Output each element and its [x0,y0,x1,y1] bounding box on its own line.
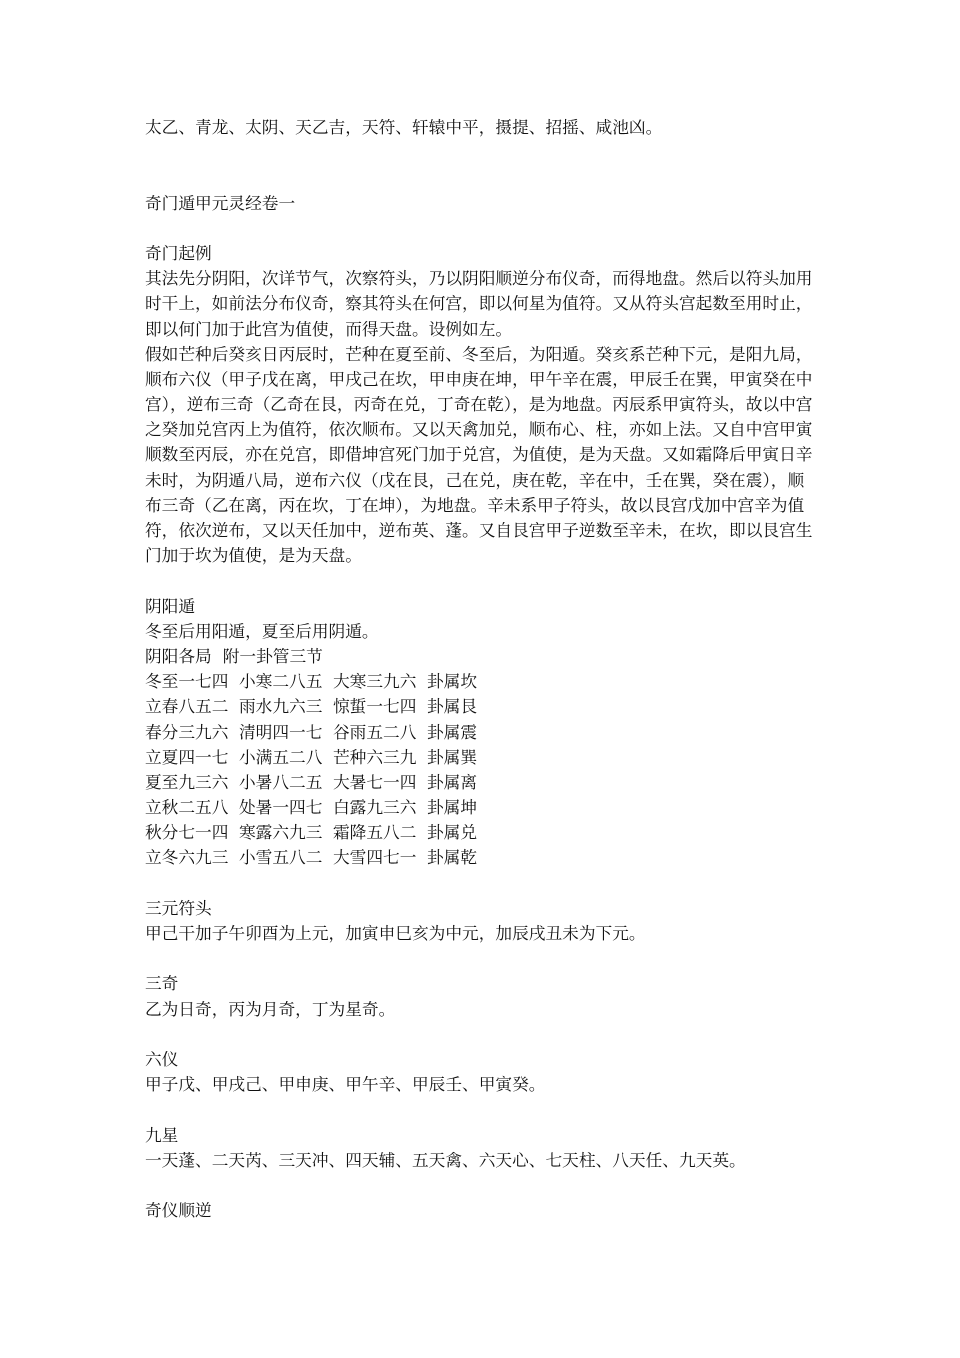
section-sanyuan-futou [145,896,845,946]
table-cell: 霜降五八二 [333,822,417,843]
table-cell: 大雪四七一 [333,847,417,868]
volume-title: 奇门遁甲元灵经卷一 [145,192,296,213]
table-cell: 立冬六九三 [145,847,229,868]
paragraph-line: 符，依次逆布，又以天任加中，逆布英、蓬。又自艮宫甲子逆数至辛未，在坎，即以艮宫生 [145,520,813,541]
table-note: 附一卦管三节 [222,645,323,666]
table-cell: 卦属坤 [427,797,478,818]
table-cell: 卦属震 [427,721,478,742]
table-row [145,694,845,719]
paragraph-line: 顺数至丙辰，亦在兑宫，即借坤宫死门加于兑宫，为值使，是为天盘。又如霜降后甲寅日辛 [145,444,813,465]
section-heading: 阴阳遁 [145,595,196,616]
paragraph-line: 顺布六仪（甲子戊在离，甲戌己在坎，甲申庚在坤，甲午辛在震，甲辰壬在巽，甲寅癸在中 [145,368,813,389]
table-cell: 卦属艮 [427,696,478,717]
paragraph-line: 布三奇（乙在离，丙在坎，丁在坤），为地盘。辛未系甲子符头，故以艮宫戊加中宫辛为值 [145,494,805,515]
paragraph-line: 假如芒种后癸亥日丙辰时，芒种在夏至前、冬至后，为阳遁。癸亥系芒种下元，是阳九局， [145,343,813,364]
table-cell: 夏至九三六 [145,771,229,792]
table-row [145,669,845,694]
paragraph-line: 门加于坎为值使，是为天盘。 [145,545,362,566]
table-cell: 卦属巽 [427,746,478,767]
section-qiyi-shunni [145,1198,845,1223]
table-row [145,795,845,820]
table-cell: 清明四一七 [239,721,323,742]
table-cell: 卦属坎 [427,671,478,692]
section-heading: 奇仪顺逆 [145,1200,212,1221]
section-sanqi [145,971,845,1021]
section-jiuxing [145,1123,845,1173]
table-title-line [145,644,845,669]
paragraph-line: 一天蓬、二天芮、三天冲、四天辅、五天禽、六天心、七天柱、八天任、九天英。 [145,1149,746,1170]
table-cell: 处暑一四七 [239,797,323,818]
table-cell: 立秋二五八 [145,797,229,818]
paragraph-line: 未时，为阴遁八局，逆布六仪（戊在艮，己在兑，庚在乾，辛在中，壬在巽，癸在震），顺 [145,469,805,490]
table-cell: 寒露六九三 [239,822,323,843]
table-cell: 卦属离 [427,771,478,792]
table-cell: 卦属兑 [427,822,478,843]
section-heading: 三奇 [145,973,179,994]
section-liuyi [145,1047,845,1097]
section-yinyang-dun [145,594,845,871]
paragraph-line: 之癸加兑宫丙上为值符，依次顺布。又以天禽加兑，顺布心、柱，亦如上法。又自中宫甲寅 [145,419,813,440]
section-heading: 六仪 [145,1048,179,1069]
table-cell: 谷雨五二八 [333,721,417,742]
section-heading: 九星 [145,1124,179,1145]
paragraph-line: 甲子戊、甲戌己、甲申庚、甲午辛、甲辰壬、甲寅癸。 [145,1074,546,1095]
table-row [145,720,845,745]
table-cell: 小寒二八五 [239,671,323,692]
table-cell: 雨水九六三 [239,696,323,717]
table-cell: 立春八五二 [145,696,229,717]
document-text [145,115,845,1223]
table-cell: 惊蜇一七四 [333,696,417,717]
section-heading: 三元符头 [145,897,212,918]
table-cell: 大暑七一四 [333,771,417,792]
table-row [145,845,845,870]
table-cell: 立夏四一七 [145,746,229,767]
table-cell: 冬至一七四 [145,671,229,692]
paragraph-line: 宫），逆布三奇（乙奇在艮，丙奇在兑，丁奇在乾），是为地盘。丙辰系甲寅符头，故以中宫 [145,394,813,415]
intro-line: 太乙、青龙、太阴、天乙吉，天符、轩辕中平，摄提、招摇、咸池凶。 [145,117,663,137]
paragraph-line: 其法先分阴阳，次详节气，次察符头，乃以阴阳顺逆分布仪奇，而得地盘。然后以符头加用 [145,268,813,289]
table-row [145,820,845,845]
table-cell: 大寒三九六 [333,671,417,692]
paragraph-line: 冬至后用阳遁，夏至后用阴遁。 [145,620,379,641]
table-row [145,770,845,795]
table-cell: 秋分七一四 [145,822,229,843]
section-qimen-qili [145,241,845,568]
section-heading: 奇门起例 [145,242,212,263]
paragraph-line: 甲己干加子午卯酉为上元，加寅申巳亥为中元，加辰戌丑未为下元。 [145,923,646,944]
table-title: 阴阳各局 [145,645,212,666]
table-cell: 卦属乾 [427,847,478,868]
paragraph-line: 即以何门加于此宫为值使，而得天盘。设例如左。 [145,318,513,339]
table-cell: 小雪五八二 [239,847,323,868]
paragraph-line: 时干上，如前法分布仪奇，察其符头在何宫，即以何星为值符。又从符头宫起数至用时止， [145,293,813,314]
table-cell: 春分三九六 [145,721,229,742]
table-cell: 芒种六三九 [333,746,417,767]
table-cell: 小满五二八 [239,746,323,767]
table-cell: 白露九三六 [333,797,417,818]
paragraph-line: 乙为日奇，丙为月奇，丁为星奇。 [145,998,396,1019]
table-row [145,745,845,770]
table-cell: 小暑八二五 [239,771,323,792]
